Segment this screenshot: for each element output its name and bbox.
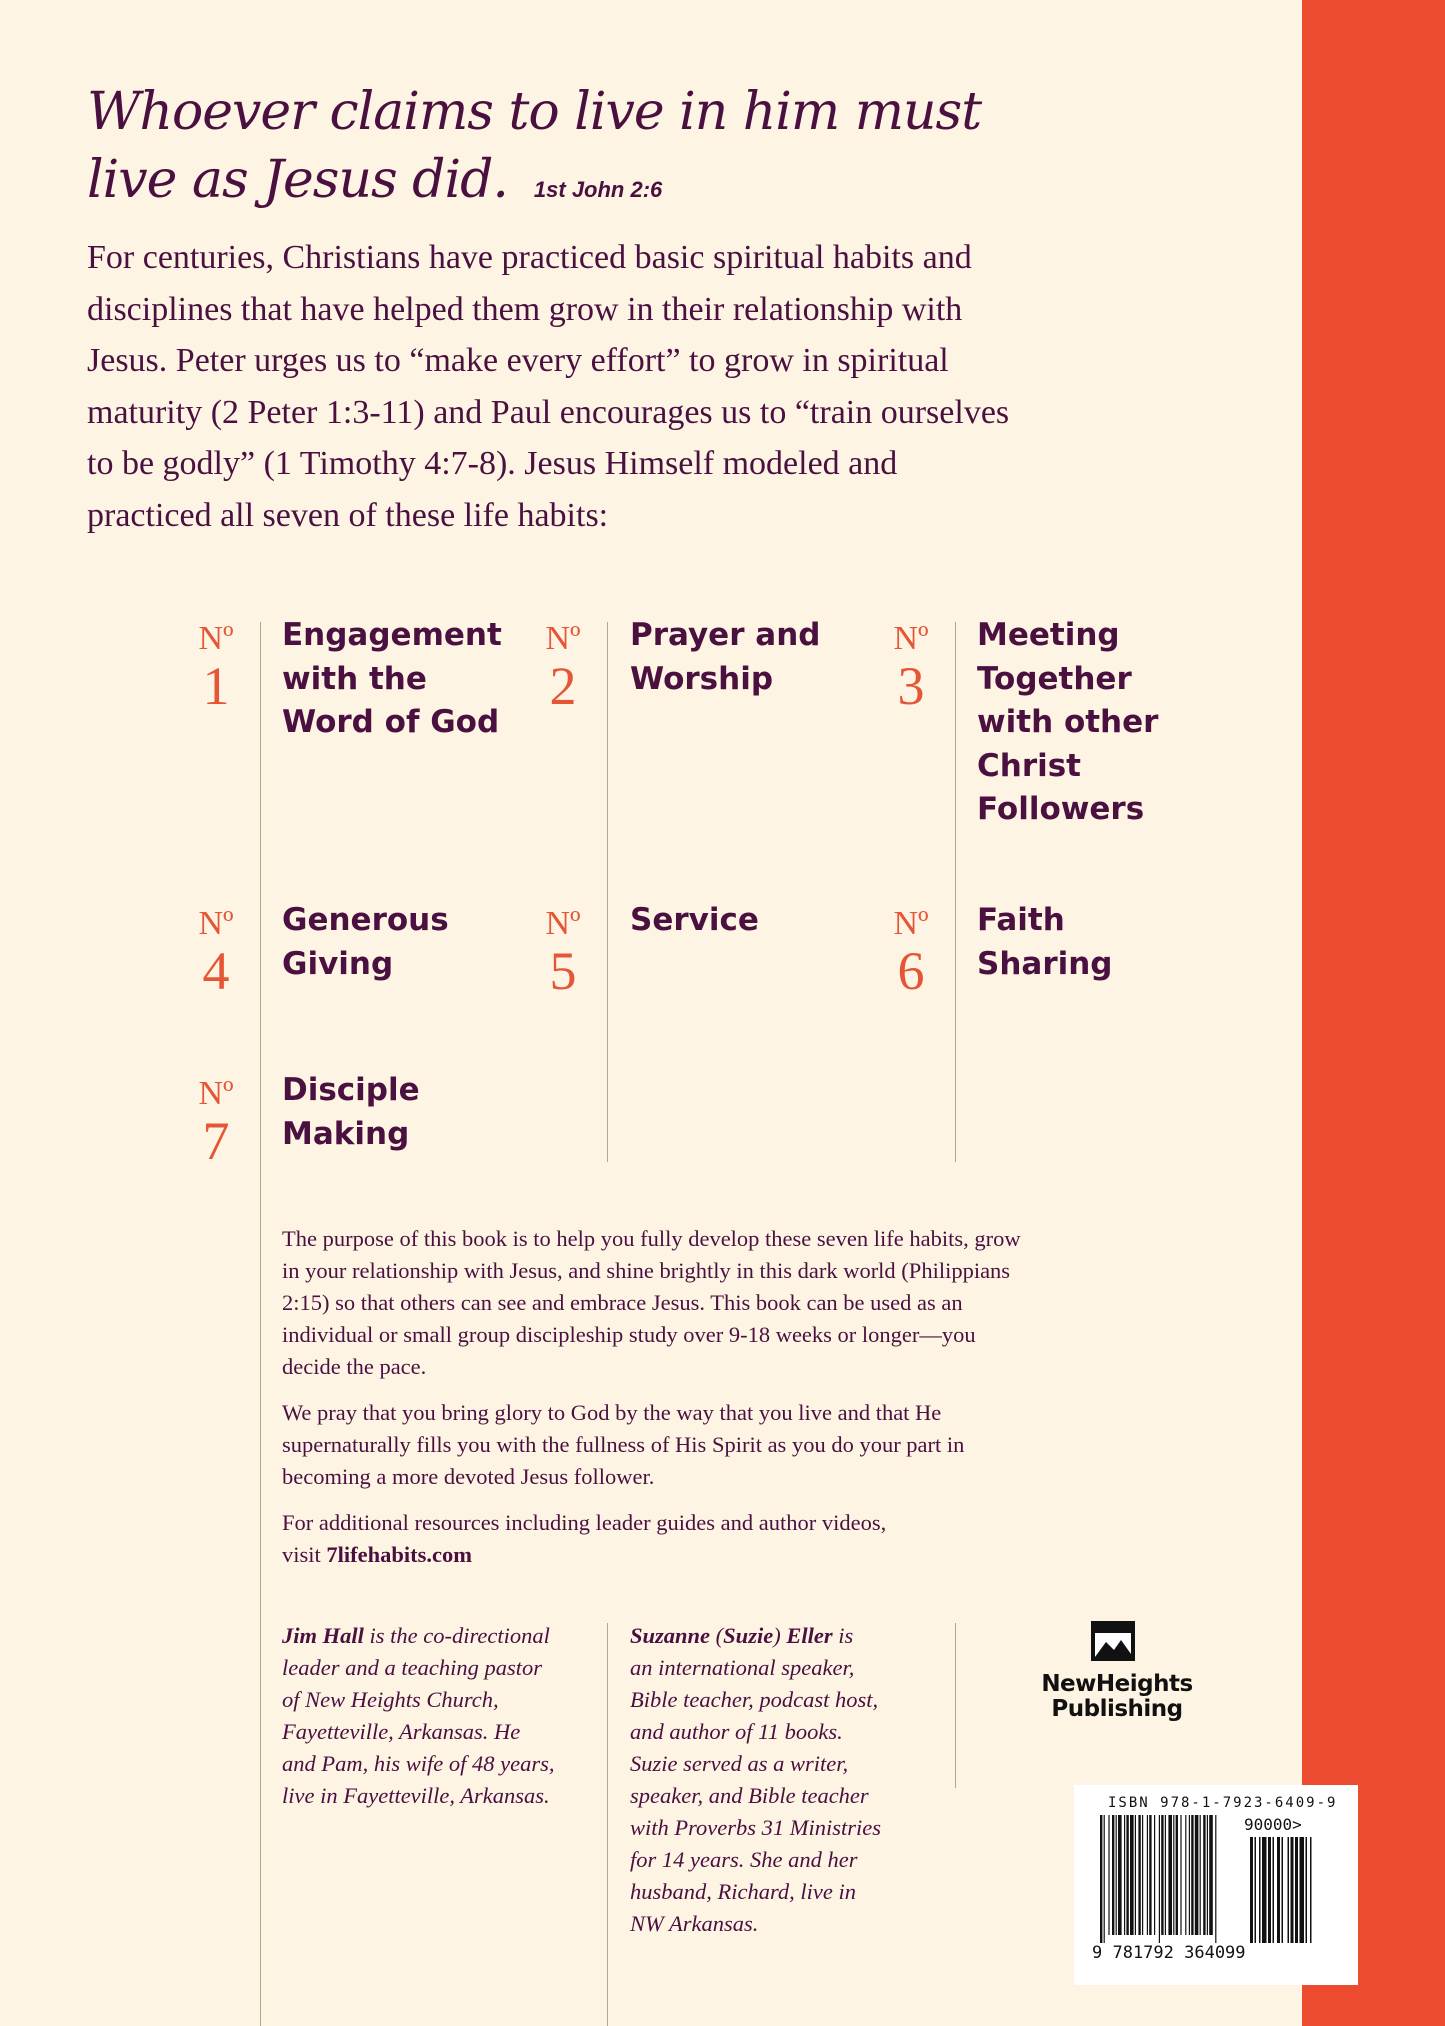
barcode-bar [1161, 1815, 1163, 1935]
column-divider [607, 622, 608, 1162]
intro-line: disciplines that have helped them grow in their relationship with [87, 290, 963, 328]
habit-number: Nº 6 [893, 905, 929, 1001]
purpose-paragraph: The purpose of this book is to help you fully develop these seven life habits, grow in your relationship with Jesus, and shine brightly in this dark world (Philippians 2:15) so that others can see and embrace Jesus. This book can be used as an individual or small group discipleship study over 9-18 weeks or longer—you decide the pace. [282, 1226, 1021, 1379]
intro-paragraph [87, 232, 1217, 541]
barcode-addon-bar [1288, 1837, 1290, 1943]
barcode-bars [1100, 1815, 1340, 1945]
habit-title: Prayer and Worship [630, 617, 821, 697]
habit-title: Generous Giving [282, 902, 449, 982]
intro-line: to be godly” (1 Timothy 4:7-8). Jesus Himself modeled and [87, 445, 898, 482]
habit-title: Service [630, 902, 759, 938]
barcode-bar [1191, 1815, 1193, 1935]
habit-number: Nº 1 [198, 620, 234, 716]
isbn-barcode [1074, 1785, 1358, 1985]
barcode-addon-bar [1250, 1837, 1253, 1943]
author-name: Suzanne [630, 1623, 711, 1648]
barcode-addon-bar [1255, 1837, 1257, 1943]
habit-title: Disciple Making [282, 1072, 420, 1152]
barcode-bar [1203, 1815, 1205, 1935]
barcode-addon-bar [1268, 1837, 1271, 1943]
habit-number: Nº 3 [893, 620, 929, 716]
bio-suzanne-eller: Suzanne (Suzie) Eller is an international speaker, Bible teacher, podcast host, and author of 11 books. Suzie served as a writer, speaker, and Bible teacher with Proverbs 31 Ministries for 14 years. She and her husband, Richard, live in NW Arkansas. [630, 1623, 882, 1936]
barcode-addon-bar [1291, 1837, 1294, 1943]
isbn-number: ISBN 978-1-7923-6409-9 [1108, 1795, 1338, 1811]
barcode-bar [1209, 1815, 1213, 1935]
barcode-addon-bar [1262, 1837, 1267, 1943]
column-divider [607, 1623, 608, 2026]
habit-title: Engagement with the Word of God [282, 617, 502, 740]
author-name: Jim Hall [282, 1623, 364, 1648]
website-link[interactable]: 7lifehabits.com [326, 1542, 473, 1567]
barcode-bar [1112, 1815, 1114, 1935]
barcode-bar [1142, 1815, 1143, 1935]
barcode-bar [1180, 1815, 1181, 1935]
intro-line: Jesus. Peter urges us to “make every effort” to grow in spiritual [87, 342, 949, 379]
barcode-addon-bar [1300, 1837, 1305, 1943]
barcode-bar [1126, 1815, 1128, 1935]
intro-line: For centuries, Christians have practiced basic spiritual habits and [87, 239, 972, 276]
column-divider [260, 622, 261, 2026]
barcode-bar [1207, 1815, 1208, 1935]
habit-number: Nº 5 [545, 905, 581, 1001]
barcode-bar [1215, 1815, 1216, 1943]
barcode-bar [1116, 1815, 1117, 1935]
intro-line: practiced all seven of these life habits: [87, 496, 609, 534]
column-divider [955, 1623, 956, 1788]
barcode-bar [1185, 1815, 1186, 1935]
prayer-paragraph: We pray that you bring glory to God by the way that you live and that He supernaturally fills you with the fullness of His Spirit as you do your part in becoming a more devoted Jesus follower. [282, 1400, 965, 1489]
barcode-bar [1168, 1815, 1172, 1935]
column-divider [955, 622, 956, 1162]
barcode-bar [1124, 1815, 1125, 1935]
barcode-bar [1176, 1815, 1178, 1935]
quote-reference: 1st John 2:6 [533, 177, 663, 202]
barcode-addon-bar [1273, 1837, 1275, 1943]
quote-line: Whoever claims to live in him must [87, 82, 982, 142]
habit-number: Nº 2 [545, 620, 581, 716]
habit-number: Nº 7 [198, 1075, 234, 1171]
barcode-addon-bar [1306, 1837, 1308, 1943]
resources-paragraph: For additional resources including leader guides and author videos, visit 7lifehabits.com [282, 1510, 887, 1567]
epigraph-quote [87, 78, 1187, 224]
barcode-bar [1159, 1815, 1160, 1943]
habit-title: Meeting Together with other Christ Followers [977, 617, 1159, 827]
barcode-bar [1154, 1815, 1155, 1935]
publisher-logo [1002, 1620, 1232, 1722]
price-code: 90000> [1244, 1815, 1302, 1834]
barcode-bar [1149, 1815, 1151, 1935]
barcode-digits: 9 781792 364099 [1092, 1943, 1246, 1963]
publisher-name: NewHeights Publishing [1041, 1671, 1193, 1722]
barcode-bar [1200, 1815, 1201, 1935]
barcode-bar [1108, 1815, 1109, 1935]
barcode-bar [1135, 1815, 1136, 1935]
barcode-bar [1138, 1815, 1140, 1935]
barcode-bar [1195, 1815, 1199, 1935]
barcode-addon-bar [1295, 1837, 1298, 1943]
mountain-book-icon [1090, 1620, 1136, 1662]
barcode-bar [1173, 1815, 1174, 1935]
barcode-bar [1100, 1815, 1102, 1943]
barcode-bar [1104, 1815, 1105, 1943]
quote-line: live as Jesus did. 1st John 2:6 [87, 150, 663, 210]
barcode-addon-bar [1277, 1837, 1280, 1943]
orange-side-stripe [1302, 0, 1445, 2026]
barcode-bar [1165, 1815, 1166, 1935]
barcode-addon-bar [1282, 1837, 1284, 1943]
barcode-bar [1118, 1815, 1122, 1935]
habit-title: Faith Sharing [977, 902, 1113, 982]
purpose-section [282, 1223, 1182, 1585]
barcode-bar [1147, 1815, 1148, 1935]
barcode-bar [1130, 1815, 1134, 1935]
barcode-bar [1189, 1815, 1190, 1935]
barcode-addon-bar [1310, 1837, 1312, 1943]
habit-number: Nº 4 [198, 905, 234, 1001]
bio-jim-hall: Jim Hall is the co-directional leader and a teaching pastor of New Heights Church, Fayetteville, Arkansas. He and Pam, his wife of 48 years, live in Fayetteville, Arkansas. [282, 1623, 555, 1808]
intro-line: maturity (2 Peter 1:3-11) and Paul encourages us to “train ourselves [87, 393, 1010, 431]
barcode-addon-bar [1259, 1837, 1261, 1943]
